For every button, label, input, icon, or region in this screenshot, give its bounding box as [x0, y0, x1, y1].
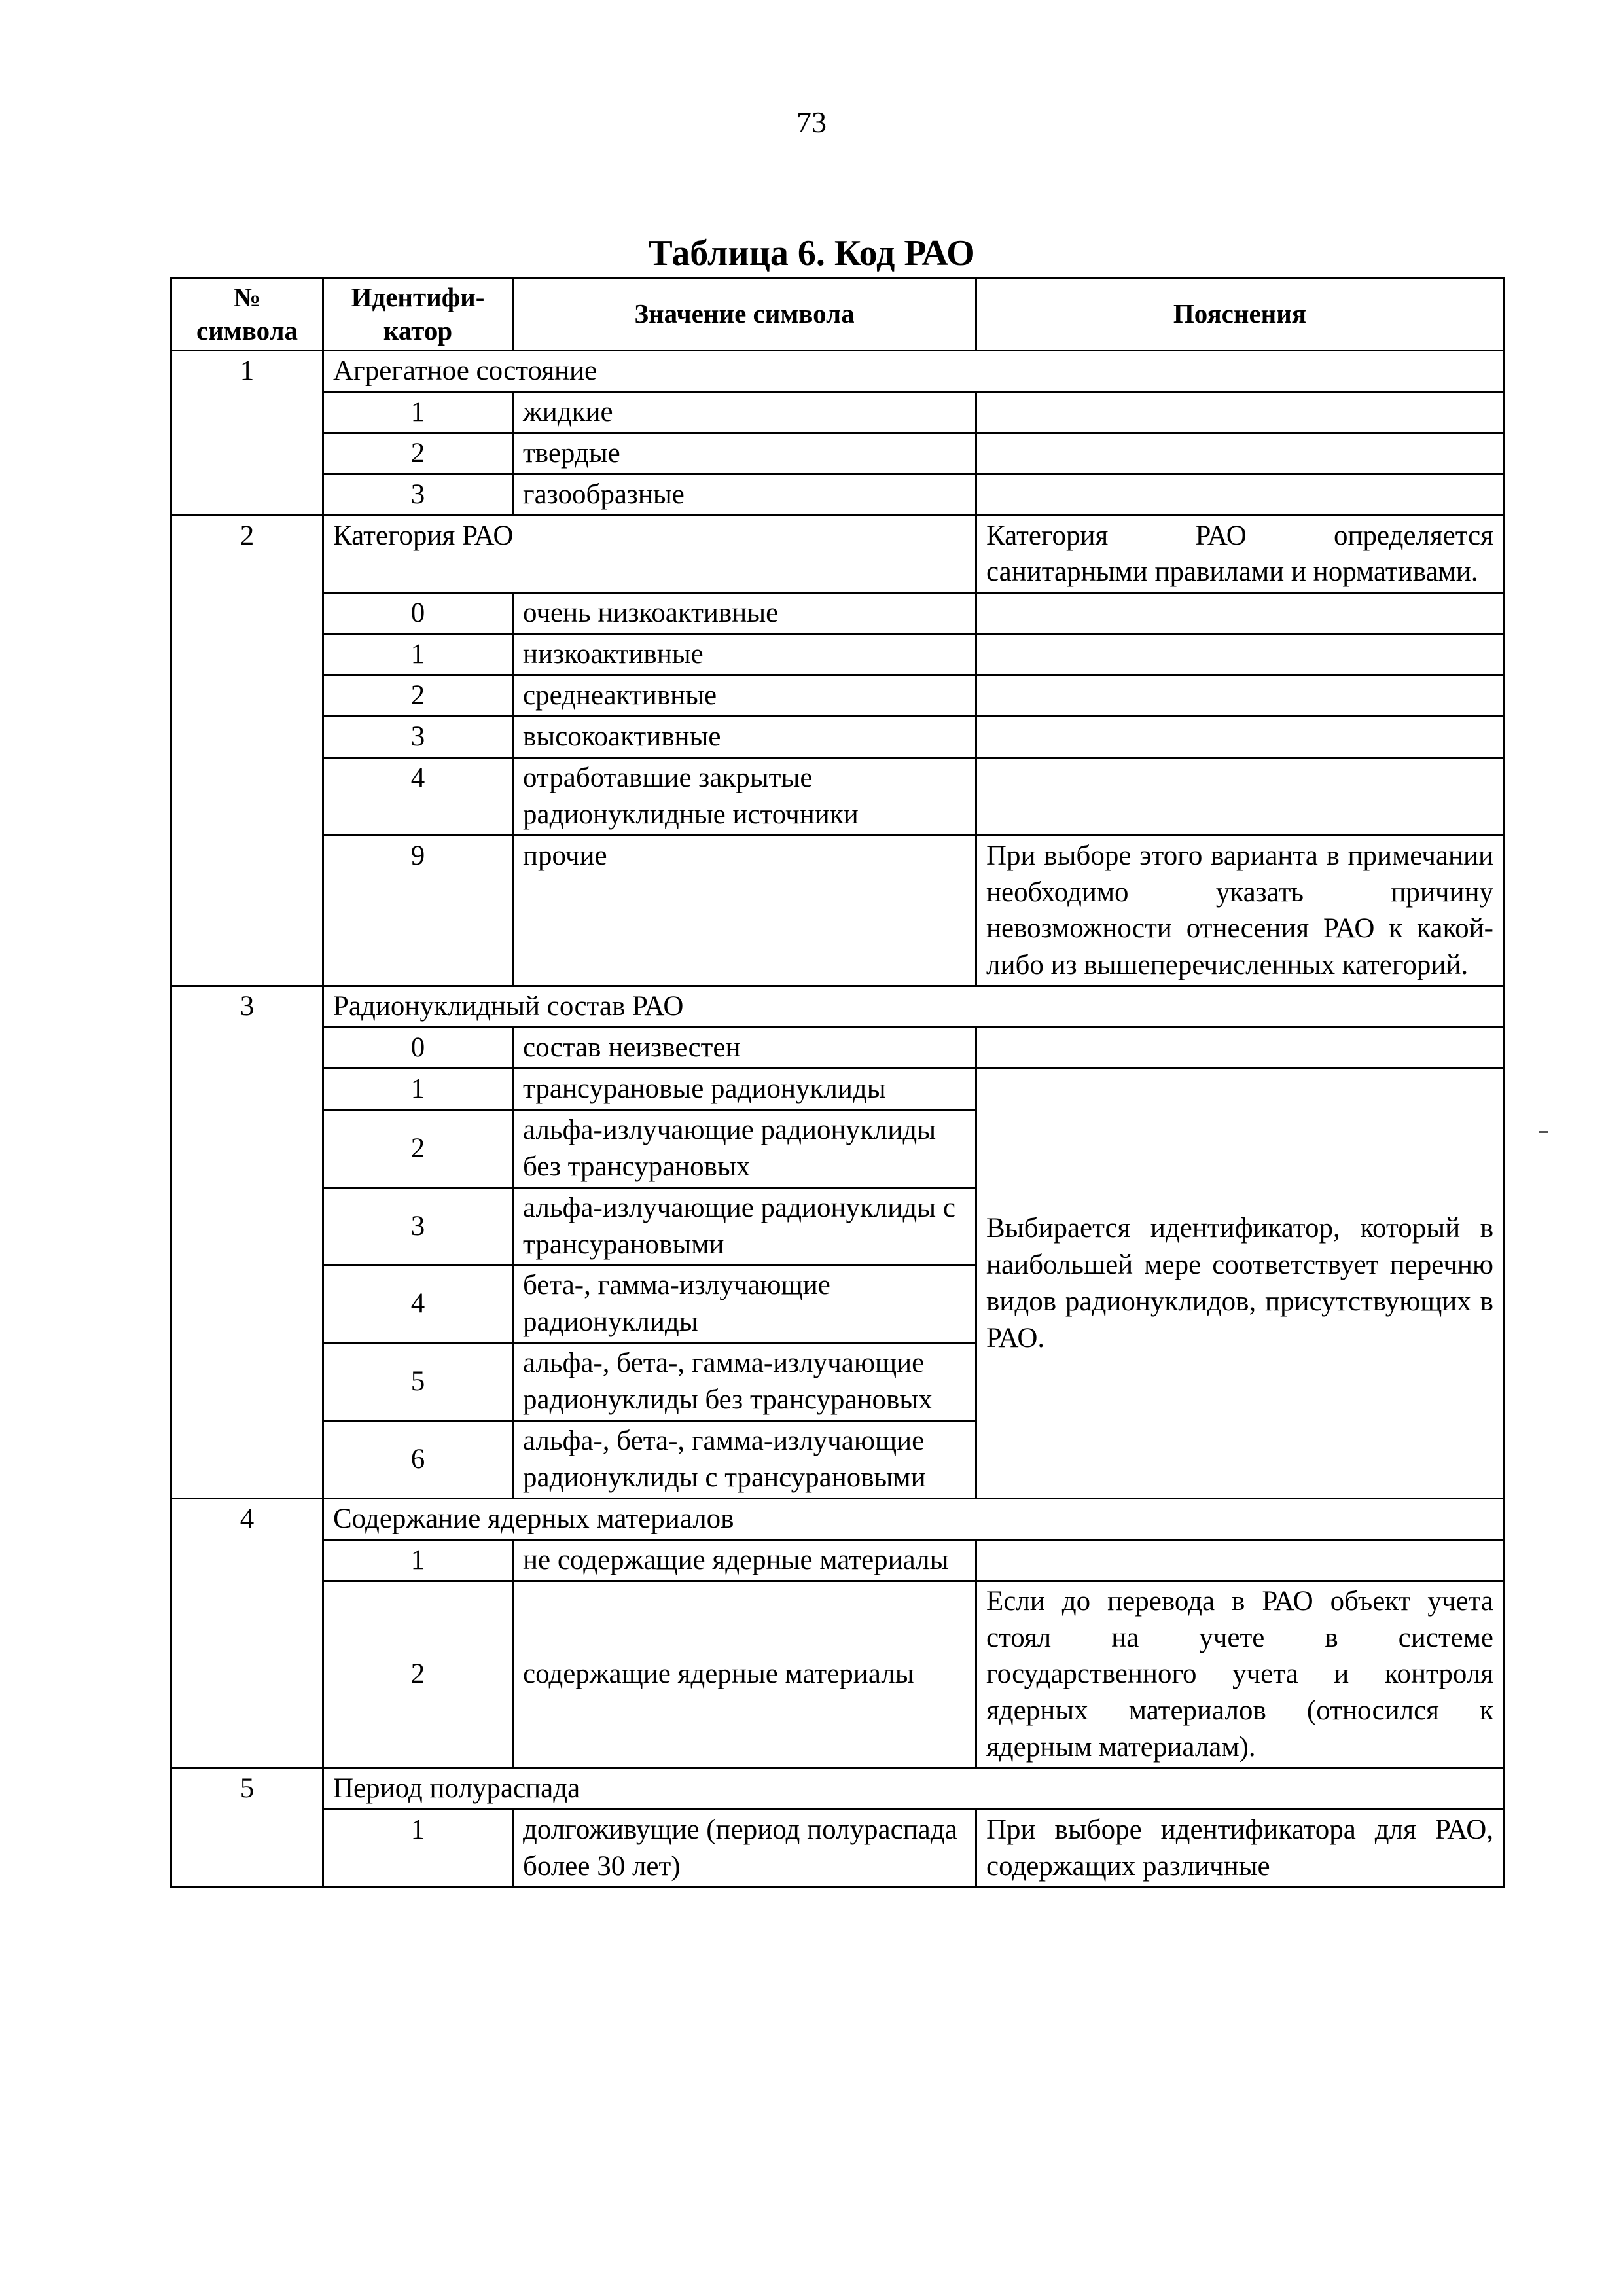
- notes-cell: [976, 717, 1504, 758]
- notes-cell: [976, 757, 1504, 835]
- table-row: [171, 391, 1504, 433]
- identifier-cell: 0: [323, 593, 513, 634]
- notes-cell: [976, 474, 1504, 515]
- meaning-cell: прочие: [513, 835, 976, 986]
- table-row: [171, 1069, 1504, 1110]
- header-symbol-meaning: Значение символа: [513, 278, 976, 351]
- meaning-cell: не содержащие ядерные материалы: [513, 1539, 976, 1581]
- meaning-cell: очень низкоактивные: [513, 593, 976, 634]
- identifier-cell: 2: [323, 1109, 513, 1187]
- section-row: [171, 986, 1504, 1028]
- group-note: Выбирается идентификатор, который в наибольшей мере соответствует перечню видов радионуклидов, присутствующих в РАО.: [976, 1069, 1504, 1499]
- section-title: Содержание ядерных материалов: [323, 1498, 1504, 1539]
- identifier-cell: 1: [323, 1069, 513, 1110]
- header-symbol-number: № символа: [171, 278, 323, 351]
- identifier-cell: 4: [323, 1265, 513, 1343]
- meaning-cell: жидкие: [513, 391, 976, 433]
- identifier-cell: 1: [323, 1539, 513, 1581]
- section-number: 5: [171, 1768, 323, 1888]
- identifier-cell: 1: [323, 391, 513, 433]
- notes-cell: При выборе идентификатора для РАО, содержащих различные: [976, 1809, 1504, 1887]
- table-row: [171, 717, 1504, 758]
- identifier-cell: 3: [323, 474, 513, 515]
- section-row: [171, 1498, 1504, 1539]
- meaning-cell: твердые: [513, 433, 976, 474]
- identifier-cell: 9: [323, 835, 513, 986]
- table-row: [171, 675, 1504, 717]
- meaning-cell: бета-, гамма-излучающие радионуклиды: [513, 1265, 976, 1343]
- identifier-cell: 2: [323, 675, 513, 717]
- identifier-cell: 3: [323, 1187, 513, 1265]
- table-row: [171, 835, 1504, 986]
- table-row: [171, 433, 1504, 474]
- meaning-cell: высокоактивные: [513, 717, 976, 758]
- meaning-cell: содержащие ядерные материалы: [513, 1581, 976, 1768]
- page-number: 73: [796, 105, 827, 139]
- section-title: Агрегатное состояние: [323, 351, 1504, 392]
- meaning-cell: трансурановые радионуклиды: [513, 1069, 976, 1110]
- section-number: 4: [171, 1498, 323, 1768]
- table-row: [171, 1539, 1504, 1581]
- section-title: Категория РАО: [323, 515, 976, 593]
- header-notes: Пояснения: [976, 278, 1504, 351]
- section-title: Период полураспада: [323, 1768, 1504, 1810]
- identifier-cell: 0: [323, 1028, 513, 1069]
- section-note: Категория РАО определяется санитарными правилами и нормативами.: [976, 515, 1504, 593]
- meaning-cell: альфа-излучающие радионуклиды без трансурановых: [513, 1109, 976, 1187]
- identifier-cell: 2: [323, 1581, 513, 1768]
- notes-cell: [976, 1028, 1504, 1069]
- notes-cell: [976, 1539, 1504, 1581]
- meaning-cell: среднеактивные: [513, 675, 976, 717]
- meaning-cell: альфа-, бета-, гамма-излучающие радионуклиды с трансурановыми: [513, 1421, 976, 1499]
- section-number: 3: [171, 986, 323, 1499]
- scan-mark: [1539, 1131, 1548, 1133]
- notes-cell: [976, 433, 1504, 474]
- meaning-cell: газообразные: [513, 474, 976, 515]
- identifier-cell: 4: [323, 757, 513, 835]
- table-header-row: [171, 278, 1504, 351]
- table-row: [171, 634, 1504, 675]
- notes-cell: [976, 391, 1504, 433]
- identifier-cell: 1: [323, 1809, 513, 1887]
- section-row: [171, 1768, 1504, 1810]
- identifier-cell: 3: [323, 717, 513, 758]
- section-number: 2: [171, 515, 323, 986]
- meaning-cell: долгоживущие (период полураспада более 30 лет): [513, 1809, 976, 1887]
- table-row: [171, 474, 1504, 515]
- table-row: [171, 1028, 1504, 1069]
- identifier-cell: 5: [323, 1343, 513, 1421]
- meaning-cell: состав неизвестен: [513, 1028, 976, 1069]
- table-row: [171, 593, 1504, 634]
- notes-cell: [976, 634, 1504, 675]
- table-title: Таблица 6. Код РАО: [648, 233, 975, 274]
- meaning-cell: низкоактивные: [513, 634, 976, 675]
- header-identifier: Идентифи-катор: [323, 278, 513, 351]
- section-number: 1: [171, 351, 323, 516]
- section-row: [171, 515, 1504, 593]
- identifier-cell: 2: [323, 433, 513, 474]
- section-title: Радионуклидный состав РАО: [323, 986, 1504, 1028]
- meaning-cell: альфа-, бета-, гамма-излучающие радионуклиды без трансурановых: [513, 1343, 976, 1421]
- identifier-cell: 6: [323, 1421, 513, 1499]
- table-row: [171, 757, 1504, 835]
- identifier-cell: 1: [323, 634, 513, 675]
- table-row: [171, 1581, 1504, 1768]
- notes-cell: [976, 593, 1504, 634]
- rao-code-table: [170, 277, 1505, 1888]
- table-row: [171, 1809, 1504, 1887]
- section-row: [171, 351, 1504, 392]
- notes-cell: [976, 675, 1504, 717]
- meaning-cell: альфа-излучающие радионуклиды с трансурановыми: [513, 1187, 976, 1265]
- notes-cell: Если до перевода в РАО объект учета стоял на учете в системе государственного учета и контроля ядерных материалов (относился к ядерным материалам).: [976, 1581, 1504, 1768]
- meaning-cell: отработавшие закрытые радионуклидные источники: [513, 757, 976, 835]
- notes-cell: При выборе этого варианта в примечании необходимо указать причину невозможности отнесения РАО к какой-либо из вышеперечисленных категорий.: [976, 835, 1504, 986]
